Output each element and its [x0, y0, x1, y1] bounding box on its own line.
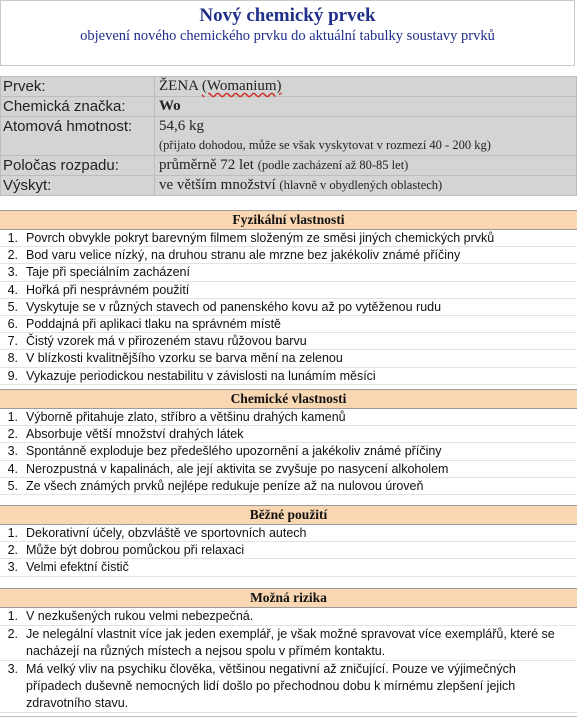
list-item-text: Ze všech známých prvků nejlépe redukuje peníze až na nulovou úroveň [26, 478, 424, 493]
list-item [0, 299, 577, 316]
list-item [0, 282, 577, 299]
list-item-number: 3. [7, 662, 18, 676]
physical-properties-section [0, 210, 577, 385]
symbol-label: Chemická značka: [1, 97, 155, 117]
bottom-divider [0, 716, 577, 717]
list-item-text: Čistý vzorek má v přirozeném stavu růžovou barvu [26, 334, 307, 349]
symbol-value: Wo [159, 98, 181, 114]
list-item [0, 608, 577, 626]
list-item [0, 478, 577, 495]
list-item-number: 2. [7, 543, 18, 558]
list-item-number: 3. [7, 265, 18, 280]
list-item-number: 5. [7, 299, 18, 314]
list-item [0, 525, 577, 542]
list-item-number: 2. [7, 627, 18, 641]
mass-note: (přijato dohodou, může se však vyskytovat v rozmezí 40 - 200 kg) [159, 138, 491, 152]
list-item-text: V nezkušených rukou velmi nebezpečná. [26, 609, 254, 623]
list-item-text: Výborně přitahuje zlato, stříbro a většinu drahých kamenů [26, 410, 346, 424]
chemical-properties-section [0, 389, 577, 495]
info-row-mass [1, 117, 577, 156]
info-row-symbol [1, 97, 577, 117]
physical-properties-list [0, 230, 577, 385]
list-item [0, 409, 577, 426]
list-item [0, 316, 577, 333]
list-item-number: 4. [7, 461, 18, 476]
list-item-number: 2. [7, 427, 18, 442]
element-label: Prvek: [1, 77, 155, 97]
list-item [0, 626, 577, 661]
list-item-number: 3. [7, 444, 18, 459]
list-item-number: 1. [7, 609, 18, 623]
occurrence-value-cell [155, 176, 577, 196]
info-row-halflife [1, 156, 577, 176]
list-item [0, 559, 577, 576]
occurrence-note: (hlavně v obydlených oblastech) [279, 178, 443, 192]
list-item [0, 461, 577, 478]
halflife-value-cell [155, 156, 577, 176]
mass-label: Atomová hmotnost: [1, 117, 155, 156]
list-item-text: Absorbuje větší množství drahých látek [26, 427, 244, 442]
list-item-text: Vyskytuje se v různých stavech od panenského kovu až po vytěženou rudu [26, 299, 442, 314]
list-item-text: Poddajná při aplikaci tlaku na správném místě [26, 317, 281, 332]
halflife-value: průměrně 72 let [159, 157, 254, 173]
document-header [0, 0, 575, 66]
list-item-number: 1. [7, 231, 18, 245]
document-subtitle: objevení nového chemického prvku do aktuální tabulky soustavy prvků [80, 28, 495, 44]
physical-properties-heading: Fyzikální vlastnosti [0, 210, 577, 230]
list-item-number: 6. [7, 317, 18, 332]
list-item [0, 661, 577, 713]
occurrence-value: ve větším množství [159, 177, 276, 193]
halflife-note: (podle zacházení až 80-85 let) [257, 158, 409, 172]
list-item [0, 368, 577, 385]
list-item-text: Povrch obvykle pokryt barevným filmem složeným ze směsi jiných chemických prvků [26, 231, 495, 245]
common-usage-list [0, 525, 577, 577]
list-item-number: 9. [7, 368, 18, 383]
common-usage-section [0, 505, 577, 577]
element-latin-name: (Womanium) [201, 78, 282, 94]
list-item-number: 8. [7, 351, 18, 366]
list-item [0, 443, 577, 460]
info-row-occurrence [1, 176, 577, 196]
list-item [0, 333, 577, 350]
possible-risks-list [0, 608, 577, 713]
list-item [0, 230, 577, 247]
list-item-number: 3. [7, 560, 18, 575]
list-item-text: Má velký vliv na psychiku člověka, většinou negativní až zničující. Pouze ve výjimečných případech duševně nemocných lidí došlo po přechodnou dobu k mírnému zlepšení jejich zdravotního stavu. [26, 662, 516, 710]
list-item-text: Bod varu velice nízký, na druhou stranu ale mrzne bez jakékoliv známé příčiny [26, 248, 461, 263]
element-info-table [0, 76, 577, 196]
mass-value: 54,6 kg [159, 118, 204, 134]
list-item [0, 542, 577, 559]
list-item-number: 2. [7, 248, 18, 263]
list-item [0, 247, 577, 264]
list-item-text: Spontánně exploduje bez předešlého upozornění a jakékoliv známé příčiny [26, 444, 442, 459]
list-item-text: Hořká při nesprávném použití [26, 282, 190, 297]
list-item-text: Může být dobrou pomůckou při relaxaci [26, 543, 245, 558]
list-item-text: Velmi efektní čistič [26, 560, 129, 575]
list-item [0, 264, 577, 281]
list-item-text: Dekorativní účely, obzvláště ve sportovních autech [26, 526, 307, 540]
list-item-text: Je nelegální vlastnit více jak jeden exemplář, je však možné spravovat více exemplářů, které se nacházejí na různých místech a nejsou spolu v přímém kontaktu. [26, 627, 555, 658]
possible-risks-heading: Možná rizika [0, 588, 577, 608]
list-item-text: Nerozpustná v kapalinách, ale její aktivita se zvyšuje po nasycení alkoholem [26, 461, 449, 476]
list-item-number: 1. [7, 526, 18, 540]
common-usage-heading: Běžné použití [0, 505, 577, 525]
element-value: ŽENA [159, 78, 199, 94]
element-value-cell [155, 77, 577, 97]
occurrence-label: Výskyt: [1, 176, 155, 196]
mass-value-cell [155, 117, 577, 156]
list-item-text: Vykazuje periodickou nestabilitu v závislosti na lunámím měsíci [26, 368, 376, 383]
document-title: Nový chemický prvek [199, 5, 376, 26]
symbol-value-cell [155, 97, 577, 117]
possible-risks-section [0, 588, 577, 713]
chemical-properties-heading: Chemické vlastnosti [0, 389, 577, 409]
list-item [0, 350, 577, 367]
list-item-number: 7. [7, 334, 18, 349]
info-row-element [1, 77, 577, 97]
chemical-properties-list [0, 409, 577, 495]
halflife-label: Poločas rozpadu: [1, 156, 155, 176]
list-item-text: Taje při speciálním zacházení [26, 265, 190, 280]
list-item-number: 5. [7, 478, 18, 493]
list-item-text: V blízkosti kvalitnějšího vzorku se barva mění na zelenou [26, 351, 343, 366]
list-item-number: 1. [7, 410, 18, 424]
list-item [0, 426, 577, 443]
list-item-number: 4. [7, 282, 18, 297]
